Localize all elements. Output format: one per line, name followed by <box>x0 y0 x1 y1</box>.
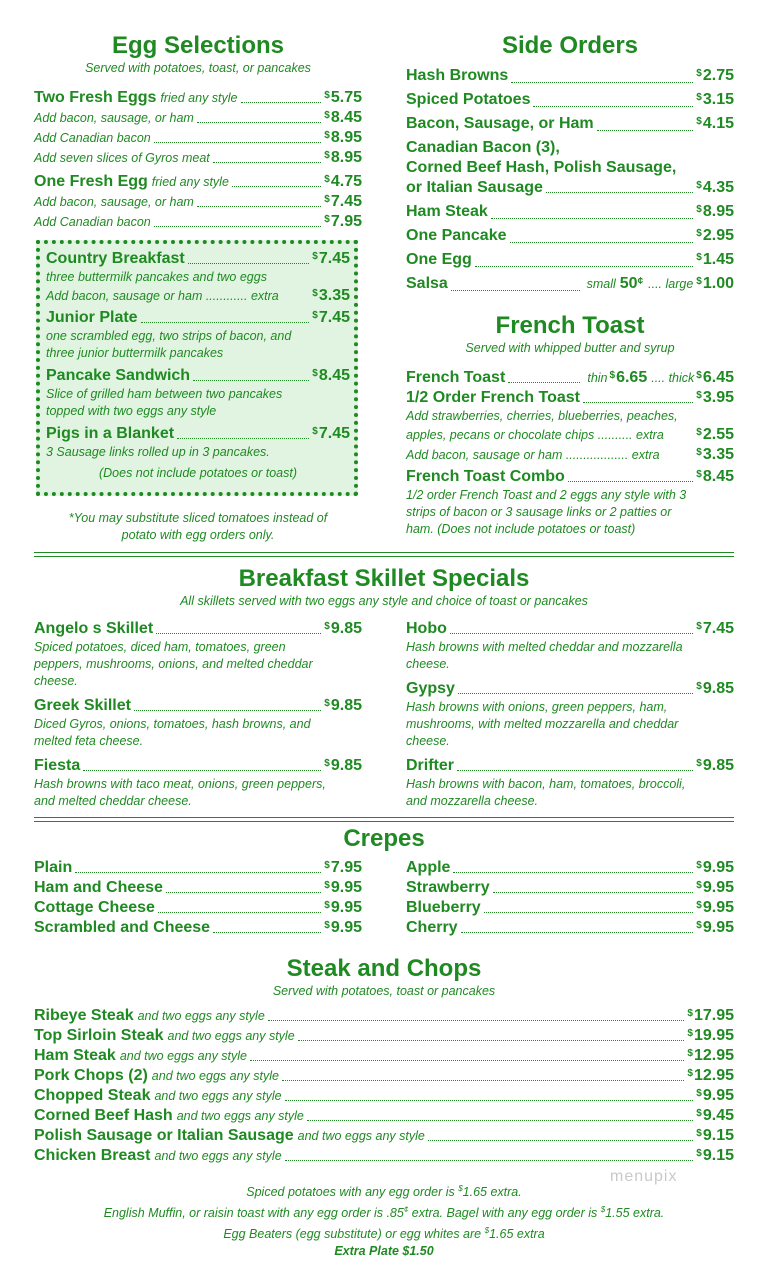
section-subtitle: Served with whipped butter and syrup <box>465 341 675 355</box>
menu-item: Add bacon, sausage, or ham $8.45 <box>34 109 362 126</box>
menu-item: Add bacon, sausage or ham .................. extra $3.35 <box>406 446 734 463</box>
menu-item: or Italian Sausage $4.35 <box>406 179 734 196</box>
section-subtitle: All skillets served with two eggs any style and choice of toast or pancakes <box>180 594 588 608</box>
menu-item: Ribeye Steak and two eggs any style $17.95 <box>34 1007 734 1024</box>
steak-section <box>34 955 734 999</box>
menu-item: Cherry $9.95 <box>406 919 734 936</box>
menu-item-line: Corned Beef Hash, Polish Sausage, <box>406 159 677 176</box>
item-description: cheese. <box>406 734 450 748</box>
menu-item: Ham Steak $8.95 <box>406 203 734 220</box>
divider <box>34 552 734 557</box>
egg-list <box>34 88 362 232</box>
steak-list <box>34 1006 734 1166</box>
menu-item: Drifter $9.85 <box>406 757 734 774</box>
item-description: 1/2 order French Toast and 2 eggs any style with 3 <box>406 488 687 502</box>
section-title: Egg Selections <box>111 32 285 59</box>
menu-item: Bacon, Sausage, or Ham $4.15 <box>406 115 734 132</box>
menu-item: Chicken Breast and two eggs any style $9.15 <box>34 1147 734 1164</box>
menu-item: One Fresh Egg fried any style $4.75 <box>34 173 362 190</box>
item-description: topped with two eggs any style <box>46 404 217 418</box>
item-description: one scrambled egg, two strips of bacon, and <box>46 329 292 343</box>
menu-item: Add bacon, sausage, or ham $7.45 <box>34 193 362 210</box>
menu-item: Apple $9.95 <box>406 859 734 876</box>
item-description: three junior buttermilk pancakes <box>46 346 224 360</box>
menu-item: Add bacon, sausage or ham ............ extra $3.35 <box>46 287 350 304</box>
menu-item: Greek Skillet $9.85 <box>34 697 362 714</box>
skillet-right <box>406 619 734 810</box>
menu-item: French Toast Combo $8.45 <box>406 468 734 485</box>
item-description: ham. (Does not include potatoes or toast) <box>406 522 636 536</box>
section-title: Steak and Chops <box>286 955 482 982</box>
menu-item: Two Fresh Eggs fried any style $5.75 <box>34 89 362 106</box>
menu-item: Pork Chops (2) and two eggs any style $12.95 <box>34 1067 734 1084</box>
footer-notes <box>34 1180 734 1260</box>
menu-item: Strawberry $9.95 <box>406 879 734 896</box>
footer-line: English Muffin, or raisin toast with any egg order is .85¢ extra. Bagel with any egg order is $1.55 extra. <box>103 1205 665 1221</box>
section-title: Crepes <box>343 825 425 852</box>
menu-item: Fiesta $9.85 <box>34 757 362 774</box>
menu-item: Blueberry $9.95 <box>406 899 734 916</box>
menu-item: Pigs in a Blanket $7.45 <box>46 425 350 442</box>
watermark: menupix <box>610 1168 678 1185</box>
item-description: cheese. <box>406 657 450 671</box>
menu-item: Scrambled and Cheese $9.95 <box>34 919 362 936</box>
menu-item: Top Sirloin Steak and two eggs any style $19.95 <box>34 1027 734 1044</box>
item-description: peppers, mushrooms, onions, and melted cheddar <box>34 657 313 671</box>
menu-item: Chopped Steak and two eggs any style $9.95 <box>34 1087 734 1104</box>
item-description: and melted cheddar cheese. <box>34 794 192 808</box>
french-toast-section <box>406 312 734 356</box>
menu-item: Junior Plate $7.45 <box>46 309 350 326</box>
menu-item: Ham Steak and two eggs any style $12.95 <box>34 1047 734 1064</box>
skillet-left <box>34 619 362 810</box>
crepes-right <box>406 858 734 938</box>
item-description: strips of bacon or 3 sausage links or 2 patties or <box>406 505 672 519</box>
menu-item: Add seven slices of Gyros meat $8.95 <box>34 149 362 166</box>
footer-line: Spiced potatoes with any egg order is $1.65 extra. <box>246 1184 522 1200</box>
section-subtitle: Served with potatoes, toast, or pancakes <box>85 61 311 75</box>
menu-item: Add Canadian bacon $8.95 <box>34 129 362 146</box>
egg-selections-section <box>34 32 362 76</box>
menu-item: 1/2 Order French Toast $3.95 <box>406 389 734 406</box>
divider <box>34 817 734 822</box>
menu-item: Corned Beef Hash and two eggs any style $9.45 <box>34 1107 734 1124</box>
menu-item: French Toast thin $6.65 .... thick $6.45 <box>406 369 734 386</box>
item-description: Diced Gyros, onions, tomatoes, hash browns, and <box>34 717 311 731</box>
item-description: Add strawberries, cherries, blueberries, peaches, <box>406 409 678 423</box>
item-description: mushrooms, with melted mozzarella and cheddar <box>406 717 679 731</box>
menu-item-line: Canadian Bacon (3), <box>406 139 560 156</box>
menu-item: Spiced Potatoes $3.15 <box>406 91 734 108</box>
item-description: Hash browns with bacon, ham, tomatoes, broccoli, <box>406 777 686 791</box>
crepes-left <box>34 858 362 938</box>
item-description: Hash browns with onions, green peppers, ham, <box>406 700 668 714</box>
item-description: Slice of grilled ham between two pancakes <box>46 387 283 401</box>
menu-item: Hobo $7.45 <box>406 620 734 637</box>
crepes-section <box>34 825 734 853</box>
extra-plate: Extra Plate $1.50 <box>334 1244 434 1259</box>
menu-item: Angelo s Skillet $9.85 <box>34 620 362 637</box>
menu-item: One Pancake $2.95 <box>406 227 734 244</box>
section-title: Breakfast Skillet Specials <box>238 565 530 592</box>
section-title: French Toast <box>495 312 645 339</box>
item-description: cheese. <box>34 674 78 688</box>
egg-footnote: *You may substitute sliced tomatoes instead of potato with egg orders only. <box>68 511 328 542</box>
side-orders-section <box>406 32 734 60</box>
menu-item: Ham and Cheese $9.95 <box>34 879 362 896</box>
item-description: Hash browns with melted cheddar and mozzarella <box>406 640 683 654</box>
menu-item: Cottage Cheese $9.95 <box>34 899 362 916</box>
item-description: 3 Sausage links rolled up in 3 pancakes. <box>46 445 270 459</box>
side-orders-list <box>406 64 734 296</box>
menu-item: One Egg $1.45 <box>406 251 734 268</box>
skillet-section <box>34 565 734 609</box>
menu-item: Add Canadian bacon $7.95 <box>34 213 362 230</box>
item-description: and mozzarella cheese. <box>406 794 539 808</box>
menu-item: Pancake Sandwich $8.45 <box>46 367 350 384</box>
item-description: melted feta cheese. <box>34 734 144 748</box>
item-description: Hash browns with taco meat, onions, green peppers, <box>34 777 326 791</box>
specials-box-content <box>46 249 350 482</box>
menu-item: Gypsy $9.85 <box>406 680 734 697</box>
menu-item: Country Breakfast $7.45 <box>46 250 350 267</box>
menu-item: Hash Browns $2.75 <box>406 67 734 84</box>
menu-item: Plain $7.95 <box>34 859 362 876</box>
box-note: (Does not include potatoes or toast) <box>98 466 298 480</box>
section-subtitle: Served with potatoes, toast or pancakes <box>272 984 496 998</box>
section-title: Side Orders <box>501 32 639 59</box>
menu-item: Polish Sausage or Italian Sausage and two eggs any style $9.15 <box>34 1127 734 1144</box>
footer-line: Egg Beaters (egg substitute) or egg whites are $1.65 extra <box>223 1226 545 1242</box>
french-toast-list <box>406 368 734 538</box>
item-description: three buttermilk pancakes and two eggs <box>46 270 267 284</box>
item-description: Spiced potatoes, diced ham, tomatoes, green <box>34 640 286 654</box>
menu-item: apples, pecans or chocolate chips .......... extra $2.55 <box>406 426 734 443</box>
menu-item: Salsa small 50¢ .... large $1.00 <box>406 275 734 292</box>
